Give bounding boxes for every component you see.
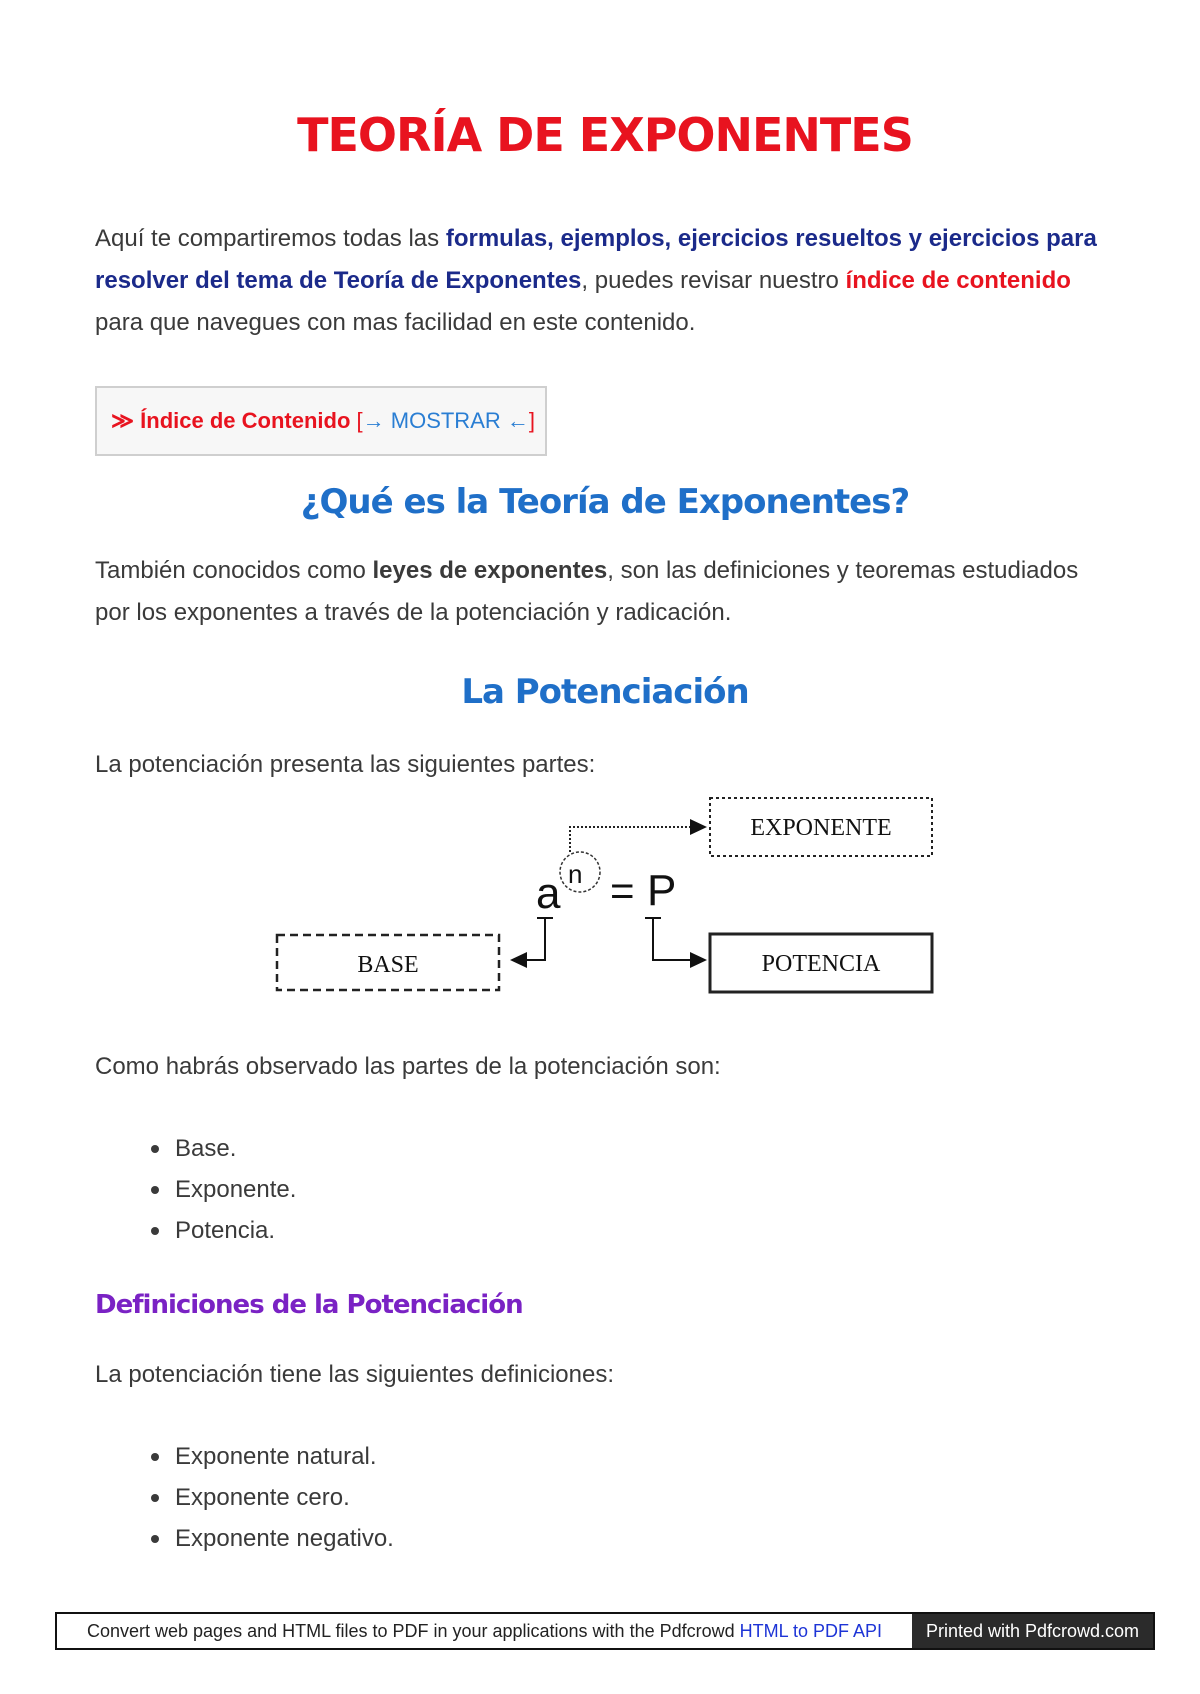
list-item: Exponente negativo. bbox=[175, 1518, 394, 1559]
potenciacion-diagram bbox=[265, 790, 940, 1005]
base-connector bbox=[527, 918, 553, 960]
footer-printed-with[interactable]: Printed with Pdfcrowd.com bbox=[912, 1614, 1153, 1648]
footer-api-link[interactable]: HTML to PDF API bbox=[739, 1621, 882, 1641]
list-item: Exponente cero. bbox=[175, 1477, 394, 1518]
intro-paragraph bbox=[95, 218, 1115, 344]
exponent-connector bbox=[570, 827, 690, 852]
intro-highlight: formulas, ejemplos, ejercicios resueltos y ejercicios para resolver del tema de Teoría de Exponentes bbox=[95, 225, 1097, 294]
parts-list bbox=[95, 1128, 296, 1251]
footer-text: Convert web pages and HTML files to PDF in your applications with the Pdfcrowd bbox=[86, 1621, 740, 1641]
base-symbol: a bbox=[536, 869, 561, 918]
intro-text-2: , puedes revisar nuestro bbox=[581, 267, 846, 294]
definiciones-intro: La potenciación tiene las siguientes definiciones: bbox=[95, 1361, 615, 1388]
double-chevron-icon: ≫ bbox=[111, 408, 135, 433]
power-label: POTENCIA bbox=[761, 951, 881, 977]
list-item: Potencia. bbox=[175, 1210, 296, 1251]
definition-bold: leyes de exponentes bbox=[372, 557, 608, 584]
power-connector bbox=[645, 918, 690, 960]
pdfcrowd-footer bbox=[55, 1612, 1155, 1650]
index-link[interactable]: índice de contenido bbox=[845, 267, 1071, 294]
power-symbol: P bbox=[647, 866, 677, 915]
table-of-contents-box bbox=[95, 386, 547, 456]
footer-notice bbox=[57, 1614, 912, 1648]
toc-show-toggle[interactable]: → MOSTRAR ← bbox=[362, 408, 529, 433]
base-arrowhead bbox=[510, 952, 527, 968]
equals-symbol: = bbox=[610, 867, 635, 914]
exponent-symbol: n bbox=[568, 859, 583, 889]
potenciacion-intro: La potenciación presenta las siguientes partes: bbox=[95, 751, 596, 778]
parts-intro: Como habrás observado las partes de la potenciación son: bbox=[95, 1053, 721, 1080]
intro-text-1: Aquí te compartiremos todas las bbox=[95, 225, 446, 252]
power-box bbox=[710, 934, 932, 992]
exponent-label: EXPONENTE bbox=[750, 815, 892, 841]
list-item: Exponente natural. bbox=[175, 1436, 394, 1477]
toc-close-bracket: ] bbox=[528, 408, 535, 433]
section-heading-what-is: ¿Qué es la Teoría de Exponentes? bbox=[300, 482, 910, 522]
list-item: Exponente. bbox=[175, 1169, 296, 1210]
toc-title: Índice de Contenido bbox=[140, 408, 351, 433]
exponent-arrowhead bbox=[690, 819, 707, 835]
definition-paragraph bbox=[95, 550, 1115, 634]
base-box bbox=[277, 935, 499, 990]
page-title: TEORÍA DE EXPONENTES bbox=[297, 108, 913, 162]
toc-open-bracket: [ bbox=[356, 408, 363, 433]
definition-text-1: También conocidos como bbox=[95, 557, 373, 584]
exponent-box bbox=[710, 798, 932, 856]
base-label: BASE bbox=[357, 952, 419, 978]
intro-text-3: para que navegues con mas facilidad en este contenido. bbox=[95, 309, 696, 336]
definiciones-list bbox=[95, 1436, 394, 1559]
section-heading-potenciacion: La Potenciación bbox=[461, 672, 749, 712]
list-item: Base. bbox=[175, 1128, 296, 1169]
definition-text-2: , son las definiciones y teoremas estudiados por los exponentes a través de la potenciación y radicación. bbox=[95, 557, 1079, 626]
section-heading-definiciones: Definiciones de la Potenciación bbox=[95, 1290, 523, 1320]
power-arrowhead bbox=[690, 952, 707, 968]
